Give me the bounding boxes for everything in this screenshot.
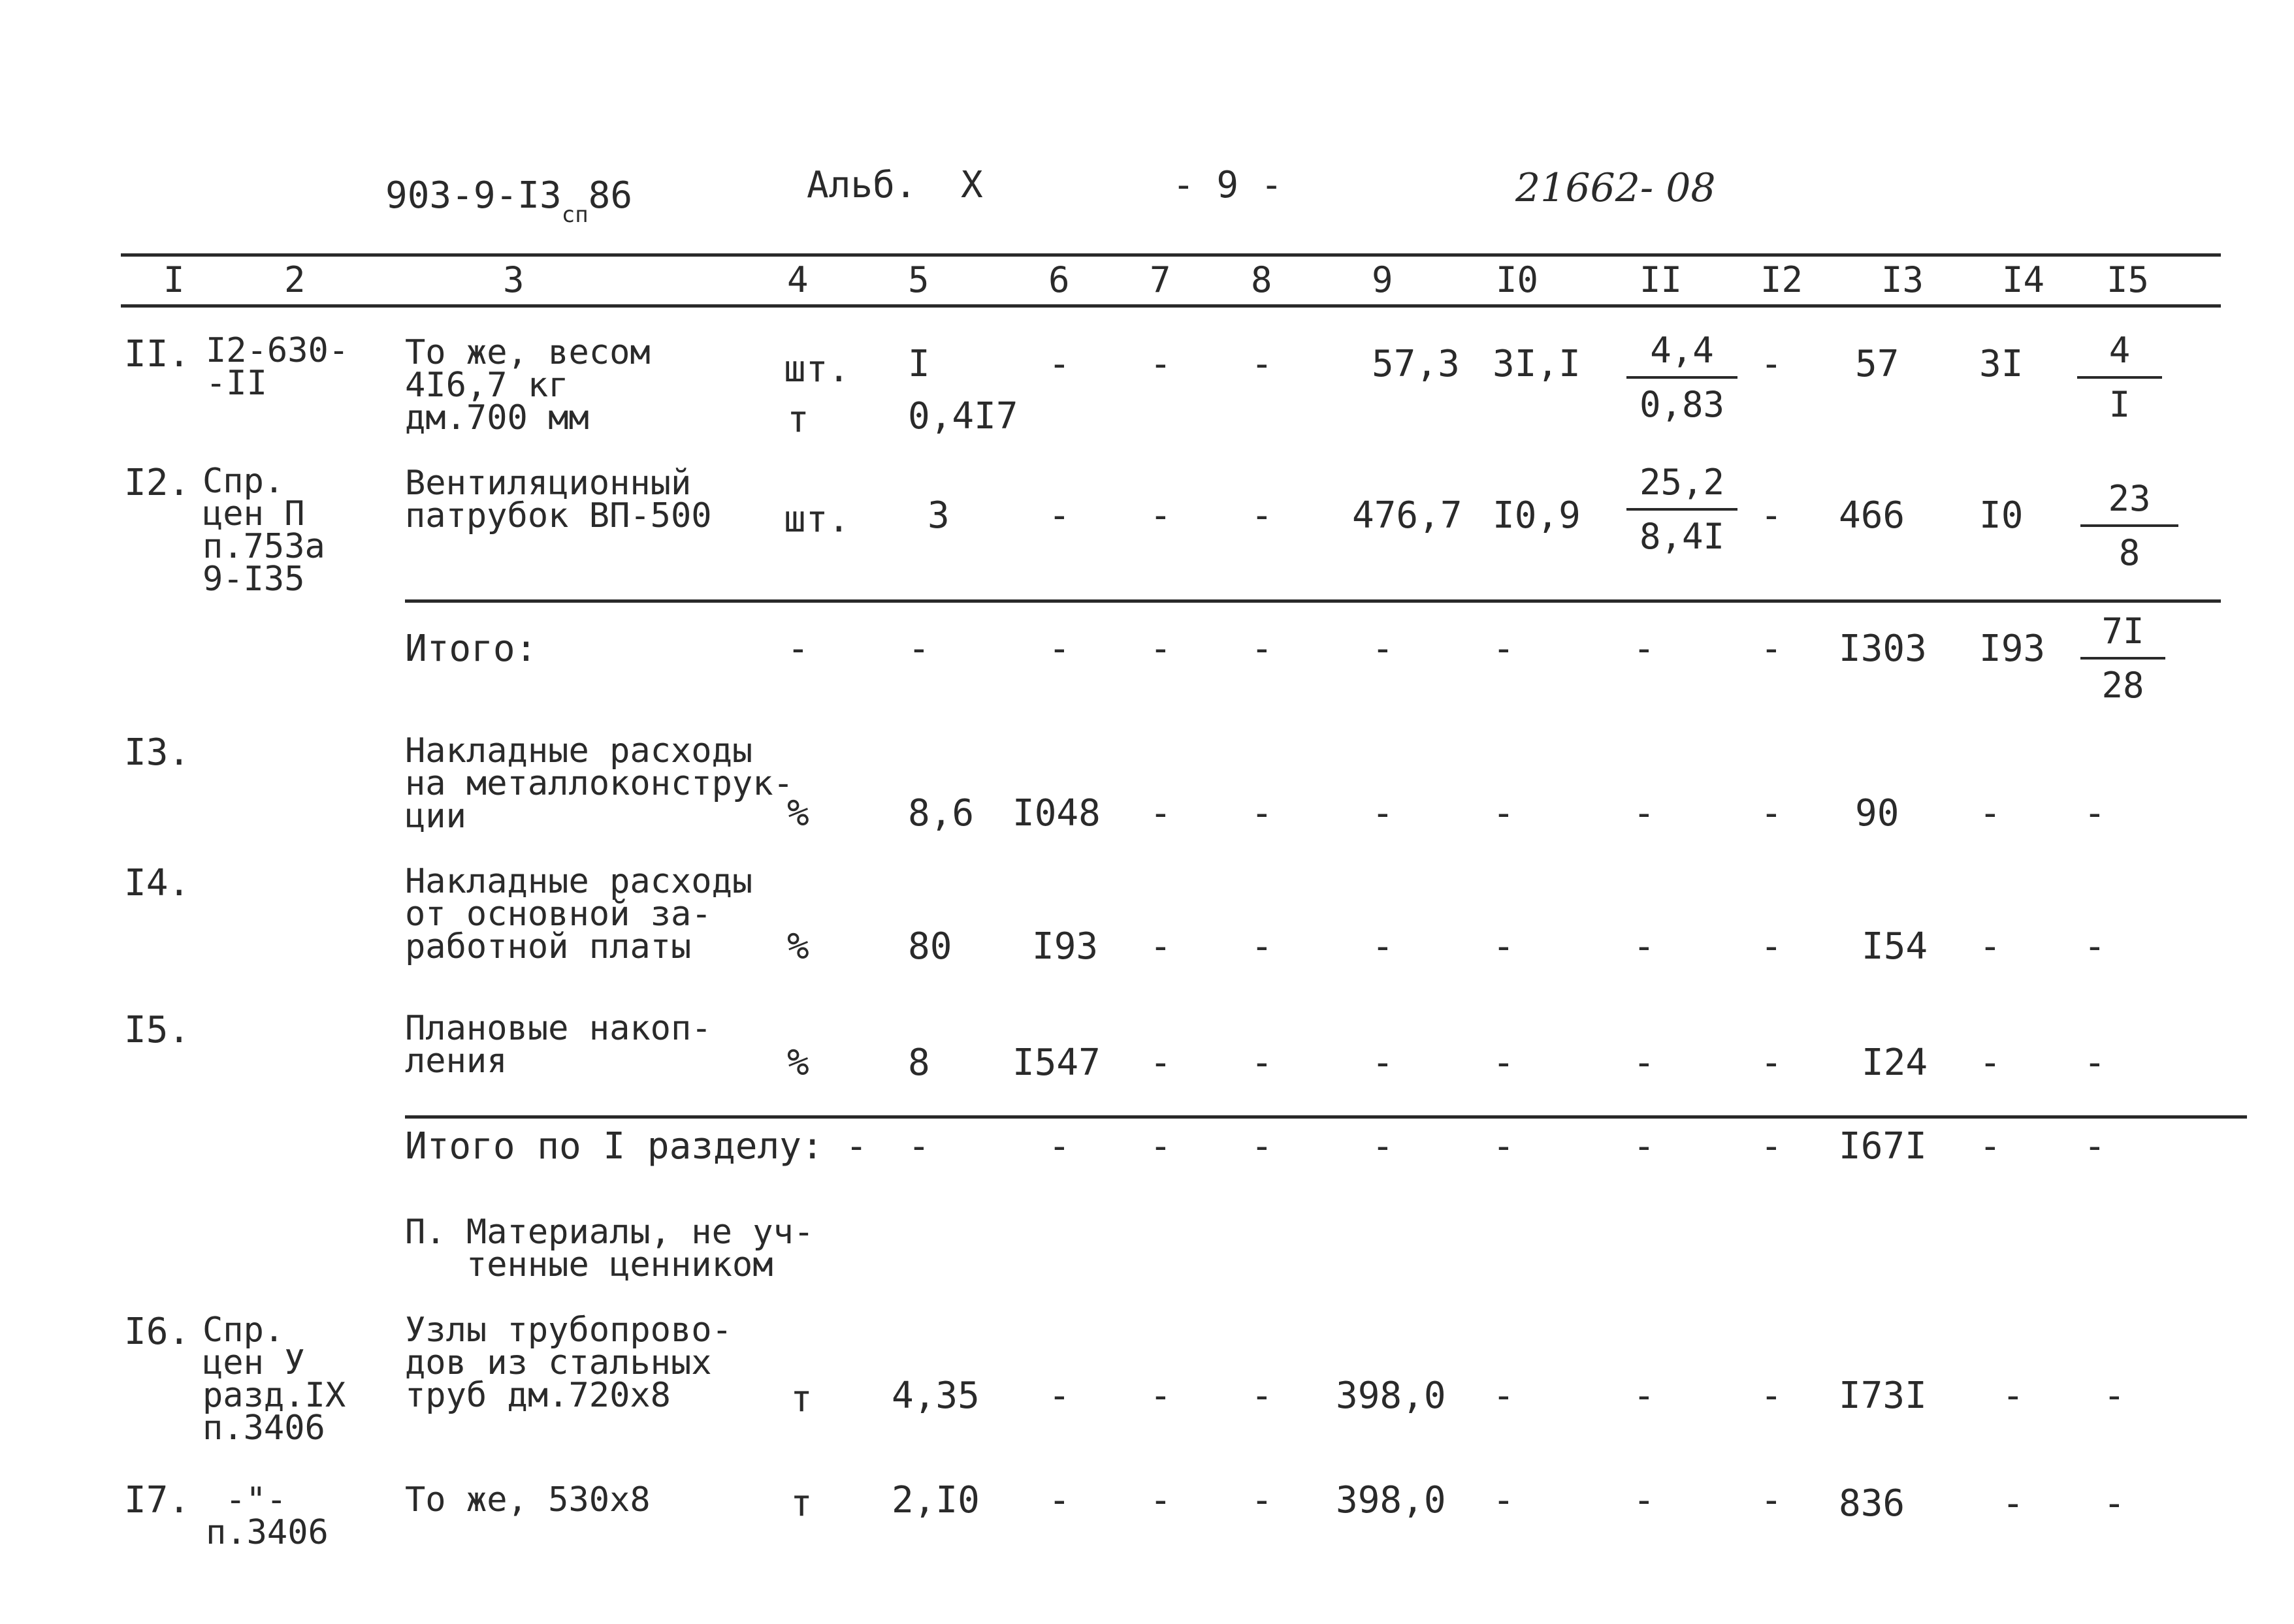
- row-code-line: Спр.: [202, 1311, 285, 1350]
- row-number: I6.: [124, 1311, 191, 1353]
- row-code-line: Спр.: [202, 462, 285, 501]
- fraction-col15: 23 8: [2080, 478, 2178, 573]
- cell-col13: I303: [1839, 628, 1927, 670]
- col-header-12: I2: [1760, 259, 1803, 300]
- cell-col13: I24: [1862, 1042, 1928, 1084]
- col-header-11: II: [1640, 259, 1683, 300]
- cell-dash: -: [1251, 1042, 1273, 1084]
- cell-dash: -: [2084, 792, 2106, 835]
- col-header-1: I: [163, 259, 185, 300]
- cell-dash: -: [1251, 792, 1273, 835]
- row-unit: т: [790, 1482, 813, 1525]
- cell-dash: -: [1760, 494, 1783, 537]
- cell-dash: -: [2002, 1375, 2024, 1417]
- row-description-line: Накладные расходы: [405, 862, 753, 901]
- cell-dash: -: [1760, 1479, 1783, 1521]
- cell-col6: I048: [1012, 792, 1101, 835]
- cell-col14: I93: [1979, 628, 2046, 670]
- row-unit: %: [787, 1042, 809, 1084]
- row-description-line: ления: [405, 1042, 508, 1081]
- cell-dash: -: [1493, 792, 1515, 835]
- section-heading: П. Материалы, не уч-: [405, 1213, 815, 1252]
- fraction-col11: 4,4 0,83: [1626, 330, 1737, 425]
- cell-dash: -: [2103, 1375, 2125, 1417]
- row-description-line: от основной за-: [405, 895, 712, 934]
- cell-dash: -: [1251, 628, 1273, 670]
- cell-dash: -: [1048, 628, 1071, 670]
- subtotal-rule: [405, 599, 2221, 603]
- col-header-14: I4: [2002, 259, 2045, 300]
- cell-dash: -: [1372, 628, 1394, 670]
- cell-dash: -: [2084, 1125, 2106, 1168]
- cell-col9: 476,7: [1352, 494, 1462, 537]
- col-header-10: I0: [1496, 259, 1539, 300]
- col-header-8: 8: [1251, 259, 1272, 300]
- cell-dash: -: [1493, 1042, 1515, 1084]
- cell-dash: -: [2103, 1482, 2125, 1525]
- row-description-line: на металлоконструк-: [405, 764, 794, 803]
- row-quantity: 8,6: [908, 792, 975, 835]
- cell-dash: -: [1760, 1125, 1783, 1168]
- row-code-line: цен У: [202, 1343, 305, 1382]
- cell-dash: -: [1048, 494, 1071, 537]
- cell-dash: -: [1048, 1479, 1071, 1521]
- cell-dash: -: [1633, 1479, 1655, 1521]
- cell-dash: -: [1150, 1375, 1172, 1417]
- col-header-9: 9: [1372, 259, 1393, 300]
- cell-dash: -: [1150, 1042, 1172, 1084]
- cell-col13: 466: [1839, 494, 1905, 537]
- row-quantity: 2,I0: [892, 1479, 980, 1521]
- album-label: Альб. X: [807, 164, 983, 206]
- code-sub: сп: [561, 202, 589, 228]
- cell-dash: -: [1760, 1375, 1783, 1417]
- cell-col6: I547: [1012, 1042, 1101, 1084]
- table-header-rule: [121, 304, 2221, 308]
- cell-dash: -: [1048, 1375, 1071, 1417]
- row-code-line: п.3406: [202, 1409, 325, 1448]
- row-description-line: Узлы трубопрово-: [405, 1311, 732, 1350]
- cell-dash: -: [1372, 925, 1394, 968]
- cell-dash: -: [1251, 343, 1273, 385]
- cell-dash: -: [1150, 1125, 1172, 1168]
- cell-col13: 836: [1839, 1482, 1905, 1525]
- cell-col13: I73I: [1839, 1375, 1927, 1417]
- cell-dash: -: [1979, 792, 2001, 835]
- row-quantity: 0,4I7: [908, 395, 1018, 438]
- cell-col14: 3I: [1979, 343, 2024, 385]
- cell-dash: -: [2002, 1482, 2024, 1525]
- col-header-4: 4: [787, 259, 809, 300]
- cell-dash: -: [1372, 1042, 1394, 1084]
- cell-dash: -: [1493, 925, 1515, 968]
- cell-dash: -: [1633, 1375, 1655, 1417]
- fraction-col15: 7I 28: [2080, 611, 2165, 706]
- cell-dash: -: [1150, 1479, 1172, 1521]
- cell-dash: -: [1251, 1125, 1273, 1168]
- col-header-15: I5: [2107, 259, 2150, 300]
- cell-dash: -: [1633, 628, 1655, 670]
- row-number: I5.: [124, 1009, 191, 1051]
- cell-dash: -: [1760, 792, 1783, 835]
- cell-dash: -: [1251, 494, 1273, 537]
- col-header-3: 3: [503, 259, 525, 300]
- row-code-line: I2-630-: [206, 331, 349, 370]
- row-description-line: труб дм.720х8: [405, 1376, 671, 1415]
- cell-col14: I0: [1979, 494, 2024, 537]
- handwritten-doc-number: 21662- 08: [1515, 165, 1716, 211]
- cell-dash: -: [1150, 628, 1172, 670]
- row-code-line: п.753а: [202, 527, 325, 566]
- row-description-line: То же, весом: [405, 333, 651, 372]
- col-header-13: I3: [1881, 259, 1924, 300]
- cell-dash: -: [1251, 925, 1273, 968]
- cell-dash: -: [1493, 628, 1515, 670]
- cell-col9: 398,0: [1336, 1375, 1446, 1417]
- row-quantity: 80: [908, 925, 952, 968]
- fraction-col11: 25,2 8,4I: [1626, 462, 1737, 557]
- page-number: - 9 -: [1172, 164, 1283, 206]
- row-unit: %: [787, 792, 809, 835]
- col-header-2: 2: [284, 259, 306, 300]
- cell-dash: -: [908, 1125, 930, 1168]
- row-code-line: 9-I35: [202, 560, 305, 599]
- cell-dash: -: [2084, 1042, 2106, 1084]
- cell-dash: -: [1760, 925, 1783, 968]
- row-code-line: -"-: [225, 1480, 287, 1520]
- row-number: I7.: [124, 1479, 191, 1521]
- row-quantity: I: [908, 343, 930, 385]
- cell-dash: -: [1493, 1479, 1515, 1521]
- cell-col10: 3I,I: [1493, 343, 1581, 385]
- cell-dash: -: [1979, 1125, 2001, 1168]
- row-description-line: Накладные расходы: [405, 731, 753, 771]
- row-description-line: То же, 530х8: [405, 1480, 651, 1520]
- cell-dash: -: [2084, 925, 2106, 968]
- cell-col6: I93: [1032, 925, 1099, 968]
- row-quantity: 8: [908, 1042, 930, 1084]
- row-code-line: разд.IX: [202, 1376, 346, 1415]
- cell-dash: -: [1633, 1125, 1655, 1168]
- row-description-line: Плановые накоп-: [405, 1009, 712, 1048]
- row-number: I3.: [124, 731, 191, 774]
- row-description-line: патрубок ВП-500: [405, 496, 712, 535]
- fraction-col15: 4 I: [2077, 330, 2162, 425]
- row-description-line: ции: [405, 797, 466, 836]
- cell-dash: -: [1633, 1042, 1655, 1084]
- col-header-5: 5: [908, 259, 929, 300]
- cell-dash: -: [1760, 343, 1783, 385]
- row-description-line: работной платы: [405, 927, 692, 966]
- cell-dash: -: [1633, 925, 1655, 968]
- row-unit: т: [787, 398, 809, 441]
- row-description-line: Вентиляционный: [405, 464, 692, 503]
- cell-dash: -: [1150, 343, 1172, 385]
- cell-col13: 90: [1855, 792, 1899, 835]
- section-total-label: Итого по I разделу: -: [405, 1125, 868, 1168]
- cell-dash: -: [1372, 1125, 1394, 1168]
- cell-col10: I0,9: [1493, 494, 1581, 537]
- cell-dash: -: [1372, 792, 1394, 835]
- code-main: 903-9-I3: [385, 174, 562, 217]
- cell-dash: -: [1048, 1125, 1071, 1168]
- table-top-rule: [121, 253, 2221, 257]
- cell-col13: I67I: [1839, 1125, 1927, 1168]
- code-year: 86: [588, 174, 633, 217]
- row-description-line: дов из стальных: [405, 1343, 712, 1382]
- cell-dash: -: [1633, 792, 1655, 835]
- cell-col9: 57,3: [1372, 343, 1460, 385]
- cell-dash: -: [1979, 925, 2001, 968]
- col-header-7: 7: [1150, 259, 1171, 300]
- cell-dash: -: [908, 628, 930, 670]
- cell-dash: -: [1760, 628, 1783, 670]
- cell-col9: 398,0: [1336, 1479, 1446, 1521]
- row-code-line: цен П: [202, 494, 305, 533]
- col-header-6: 6: [1048, 259, 1070, 300]
- row-description-line: 4I6,7 кг: [405, 366, 569, 405]
- row-number: II.: [124, 333, 191, 375]
- cell-col13: I54: [1862, 925, 1928, 968]
- row-number: I4.: [124, 862, 191, 904]
- cell-dash: -: [1150, 494, 1172, 537]
- cell-dash: -: [1979, 1042, 2001, 1084]
- cell-dash: -: [1251, 1479, 1273, 1521]
- cell-dash: -: [1150, 792, 1172, 835]
- cell-dash: -: [1048, 343, 1071, 385]
- cell-dash: -: [1493, 1375, 1515, 1417]
- cell-dash: -: [1251, 1375, 1273, 1417]
- row-description-line: дм.700 мм: [405, 398, 589, 438]
- section-heading: тенные ценником: [405, 1245, 773, 1284]
- document-code: [385, 174, 633, 228]
- cell-dash: -: [1493, 1125, 1515, 1168]
- row-unit: шт.: [784, 498, 850, 541]
- cell-dash: -: [1760, 1042, 1783, 1084]
- cell-dash: -: [1150, 925, 1172, 968]
- cell-col13: 57: [1855, 343, 1899, 385]
- row-code-line: -II: [206, 364, 267, 403]
- section-total-rule: [405, 1115, 2247, 1119]
- subtotal-label: Итого:: [405, 628, 538, 670]
- row-unit: %: [787, 925, 809, 968]
- row-unit: т: [790, 1378, 813, 1420]
- cell-dash: -: [787, 628, 809, 670]
- row-quantity: 4,35: [892, 1375, 980, 1417]
- row-code-line: п.3406: [206, 1513, 329, 1552]
- row-quantity: 3: [928, 494, 950, 537]
- row-unit: шт.: [784, 348, 850, 390]
- row-number: I2.: [124, 462, 191, 504]
